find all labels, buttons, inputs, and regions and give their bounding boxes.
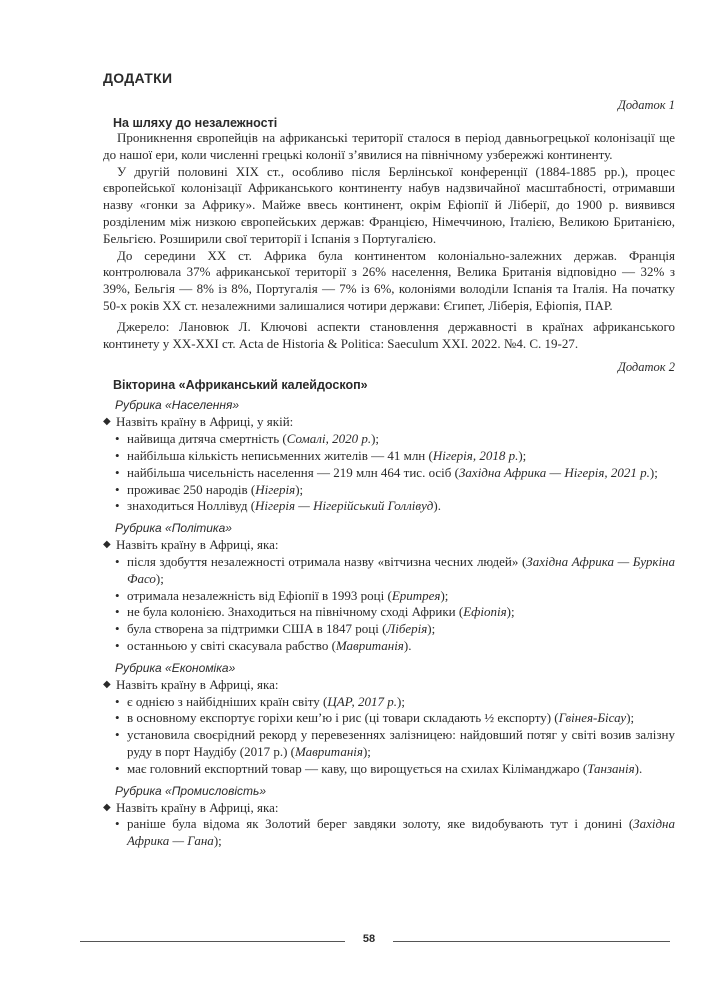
bullet-icon: •: [115, 693, 120, 709]
paragraph: До середини XX ст. Африка була континентом колоніально-залежних держав. Франція контролювала 37% африканської території з 26% населення, Велика Британія відповідно — 32% з 39%, Бельгія — 8% із 8%, Португалія — 7% із 6%, колоніями володіли Іспанія та Італія. На початку 50-х років XX ст. незалежними залишалися чотири держави: Єгипет, Ліберія, Ефіопія, ПАР.: [103, 247, 675, 313]
quiz-items: [103, 431, 675, 515]
item-answer: Еритрея: [391, 587, 441, 603]
paragraph: У другій половині XIX ст., особливо після Берлінської конференції (1884-1885 рр.), процес європейської колонізації Африканського континенту набув надзвичайної масштабності, отримавши назву «гонки за Африку». Майже ввесь континент, окрім Ефіопії й Ліберії, до 1900 р. виявився розділеним між низкою європейських держав: Францією, Німеччиною, Італією, Великою Британією, Бельгією. Розширили свої території і Іспанія з Португалією.: [103, 163, 675, 246]
item-end: );: [295, 481, 304, 497]
item-end: );: [213, 833, 222, 849]
list-item: [115, 604, 675, 621]
item-text: найбільша кількість неписьменних жителів — 41 млн (: [127, 447, 433, 463]
item-answer: Західна Африка — Нігерія, 2021 р.: [458, 464, 650, 480]
item-answer: Західна Африка — Гана: [127, 816, 675, 849]
page-footer: [80, 930, 670, 950]
quiz-question: [103, 537, 675, 554]
bullet-icon: •: [115, 637, 120, 653]
item-text: раніше була відома як Золотий берег завдяки золоту, яке видобувають тут і донині (: [127, 816, 634, 832]
quiz-question: [103, 414, 675, 431]
question-text: Назвіть країну в Африці, яка:: [116, 799, 279, 815]
item-end: );: [362, 743, 371, 759]
bullet-icon: •: [115, 481, 120, 497]
bullet-icon: •: [115, 587, 120, 603]
appendix-2-title: Вікторина «Африканський калейдоскоп»: [113, 378, 368, 393]
list-item: [115, 554, 675, 588]
bullet-icon: •: [115, 760, 120, 776]
bullet-icon: •: [115, 553, 120, 569]
footer-rule-left: [80, 941, 345, 942]
page-heading: ДОДАТКИ: [103, 70, 173, 86]
bullet-icon: •: [115, 727, 120, 743]
list-item: [115, 498, 675, 515]
item-text: є однією з найбідніших країн світу (: [127, 693, 328, 709]
rubric-title: Рубрика «Політика»: [115, 521, 232, 536]
item-text: має головний експортний товар — каву, що вирощується на схилах Кіліманджаро (: [127, 760, 588, 776]
bullet-icon: •: [115, 621, 120, 637]
item-end: );: [440, 587, 449, 603]
item-end: ).: [403, 637, 412, 653]
diamond-bullet-icon: ◆: [103, 678, 111, 690]
rubric-title: Рубрика «Економіка»: [115, 660, 236, 675]
item-end: ).: [634, 760, 643, 776]
item-end: );: [626, 710, 635, 726]
diamond-bullet-icon: ◆: [103, 801, 111, 813]
item-answer: Танзанія: [587, 760, 635, 776]
item-answer: Нігерія: [255, 481, 296, 497]
page-content: [103, 70, 675, 850]
list-item: [115, 761, 675, 778]
list-item: [115, 431, 675, 448]
rubric-title: Рубрика «Промисловість»: [115, 783, 267, 798]
item-end: );: [518, 447, 527, 463]
bullet-icon: •: [115, 604, 120, 620]
quiz-question: [103, 677, 675, 694]
diamond-bullet-icon: ◆: [103, 416, 111, 428]
bullet-icon: •: [115, 710, 120, 726]
item-answer: Мавританія: [335, 637, 404, 653]
item-answer: Нігерія — Нігерійський Голлівуд: [255, 498, 434, 514]
item-text: в основному експортує горіхи кеш’ю і рис (ці товари складають ½ експорту) (: [127, 710, 559, 726]
item-end: );: [397, 693, 405, 709]
list-item: [115, 816, 675, 850]
quiz-question: [103, 800, 675, 817]
bullet-icon: •: [115, 431, 120, 447]
bullet-icon: •: [115, 498, 120, 514]
list-item: [115, 465, 675, 482]
item-answer: Західна Африка — Буркіна Фасо: [127, 553, 676, 586]
item-end: );: [649, 464, 658, 480]
diamond-bullet-icon: ◆: [103, 539, 111, 551]
paragraph: Проникнення європейців на африканські території сталося в період давньогрецької колонізації ще до нашої ери, коли численні грецькі колонії з’явилися на північному узбережжі континенту.: [103, 130, 675, 162]
question-text: Назвіть країну в Африці, яка:: [116, 537, 279, 553]
item-end: );: [427, 621, 436, 637]
quiz-items: [103, 816, 675, 850]
item-answer: Сомалі, 2020 р.: [286, 431, 372, 447]
page-number: 58: [362, 933, 376, 945]
item-text: установила своєрідний рекорд у перевезеннях залізницею: найдовший потяг у світі возив залізну руду в порт Наудібу (2017 р.) (: [127, 727, 675, 759]
question-text: Назвіть країну в Африці, у якій:: [116, 414, 294, 430]
item-text: була створена за підтримки США в 1847 році (: [127, 621, 387, 637]
appendix-2-label: Додаток 2: [617, 360, 675, 375]
item-answer: Мавританія: [295, 743, 363, 759]
item-text: отримала незалежність від Ефіопії в 1993 році (: [127, 587, 392, 603]
appendix-1-label: Додаток 1: [617, 98, 675, 112]
source-citation: Джерело: Лановюк Л. Ключові аспекти становлення державності в країнах африканського континету у XX-XXI ст. Acta de Historia & Politica: Saeculum XXI. 2022. №4. С. 19-27.: [103, 318, 675, 351]
list-item: [115, 621, 675, 638]
item-text: знаходиться Ноллівуд (: [127, 498, 256, 514]
item-end: );: [155, 570, 164, 586]
item-answer: ЦАР, 2017 р.: [327, 693, 398, 709]
rubric-title: Рубрика «Населення»: [115, 398, 240, 413]
item-answer: Нігерія, 2018 р.: [432, 447, 519, 463]
footer-rule-right: [393, 941, 670, 942]
bullet-icon: •: [115, 464, 120, 480]
item-text: найбільша чисельність населення — 219 млн 464 тис. осіб (: [127, 464, 459, 480]
list-item: [115, 638, 675, 655]
list-item: [115, 727, 675, 761]
item-text: проживає 250 народів (: [127, 481, 256, 497]
item-answer: Ефіопія: [463, 604, 507, 620]
list-item: [115, 588, 675, 605]
item-end: );: [371, 431, 380, 447]
question-text: Назвіть країну в Африці, яка:: [116, 676, 279, 692]
bullet-icon: •: [115, 447, 120, 463]
item-text: останньою у світі скасувала рабство (: [127, 637, 336, 653]
bullet-icon: •: [115, 816, 120, 832]
quiz-items: [103, 554, 675, 655]
item-answer: Гвінея-Бісау: [558, 710, 627, 726]
item-end: ).: [433, 498, 441, 514]
item-answer: Ліберія: [386, 621, 428, 637]
item-text: не була колонією. Знаходиться на північному сході Африки (: [127, 604, 464, 620]
list-item: [115, 482, 675, 499]
quiz-rubrics: [103, 398, 675, 850]
item-text: після здобуття незалежності отримала назву «вітчизна чесних людей» (: [127, 553, 527, 569]
list-item: [115, 710, 675, 727]
quiz-items: [103, 694, 675, 778]
list-item: [115, 448, 675, 465]
list-item: [115, 694, 675, 711]
item-end: );: [506, 604, 515, 620]
item-text: найвища дитяча смертність (: [127, 431, 287, 447]
appendix-1-title: На шляху до незалежності: [113, 116, 278, 130]
